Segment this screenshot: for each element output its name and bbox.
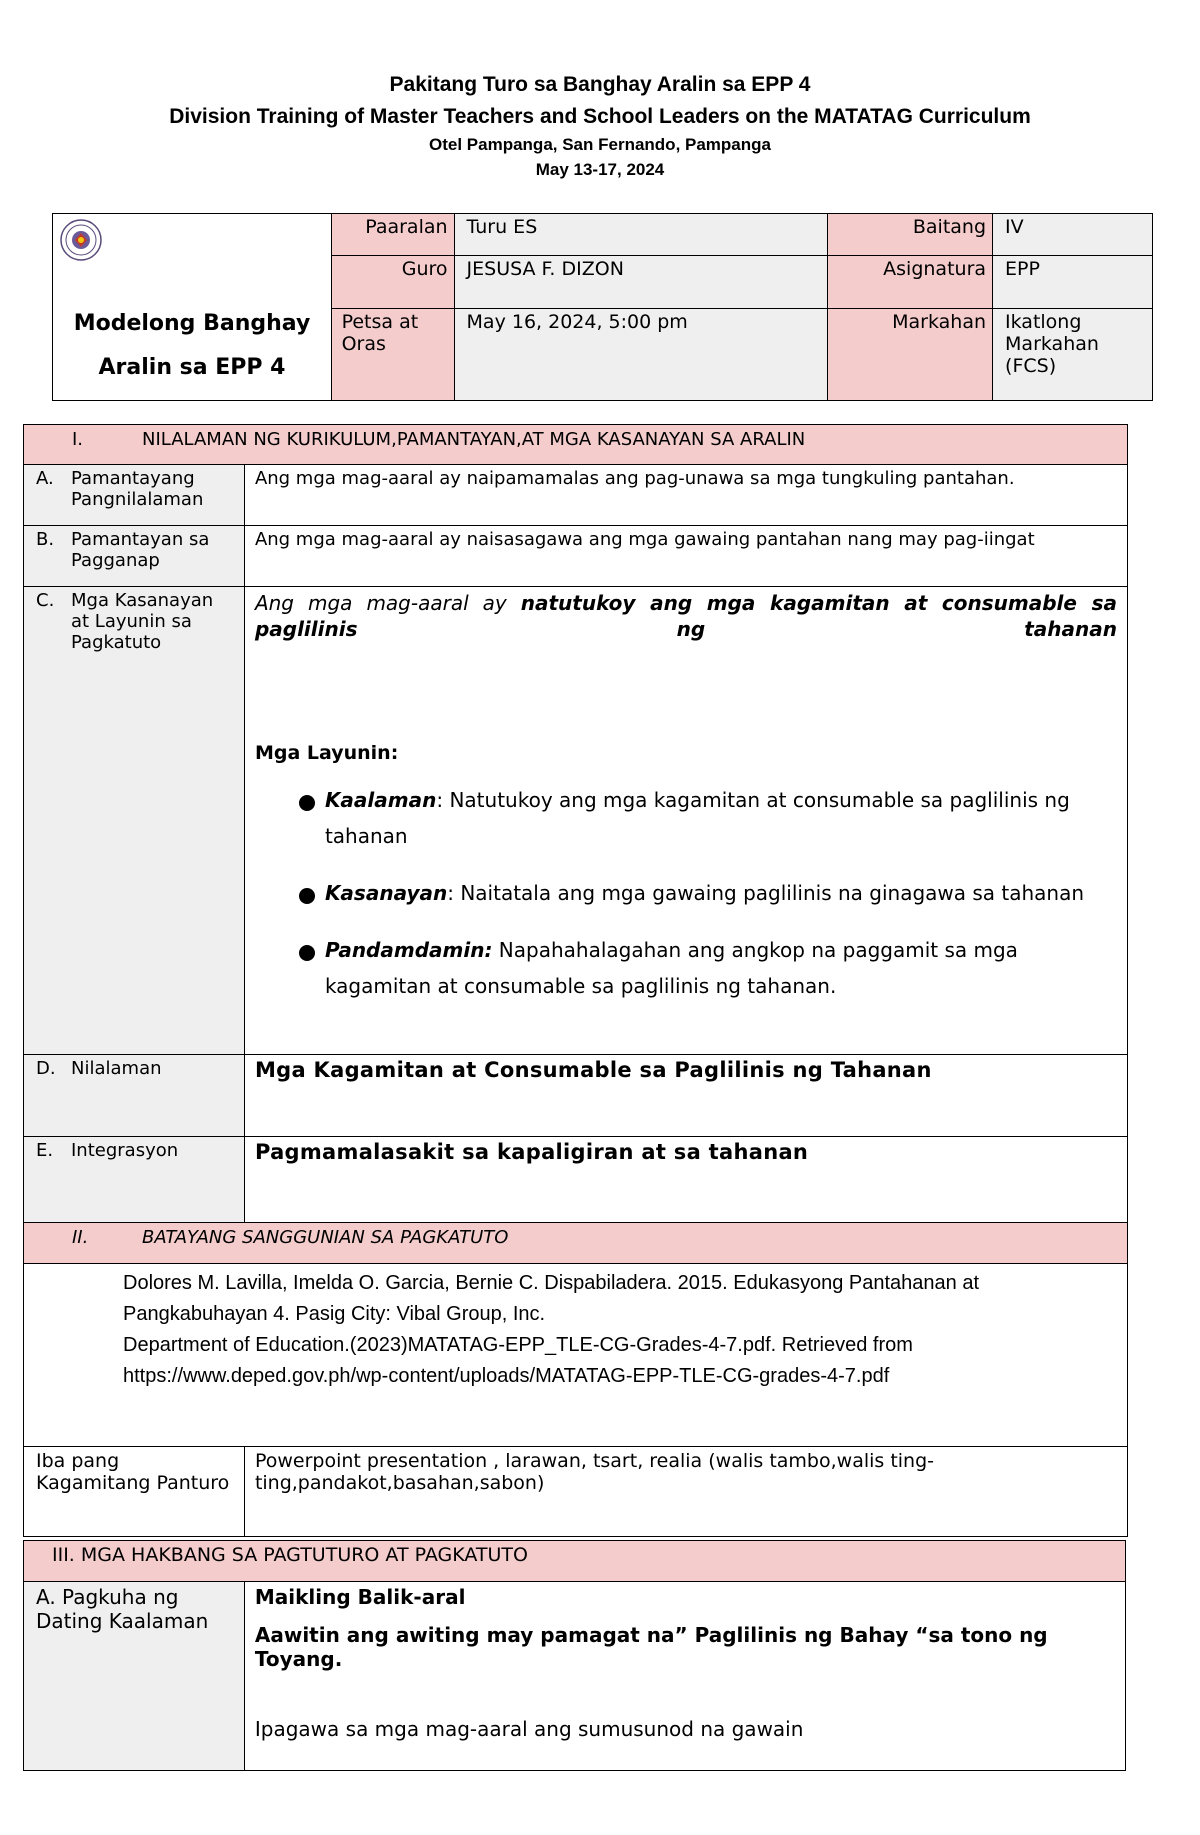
section-1-header [24,425,1128,465]
row-d-letter: D. [36,1058,56,1079]
objective-kasanayan-text: : Naitatala ang mga gawaing paglilinis na ginagawa sa tahanan [447,881,1085,905]
row-d-label [24,1055,245,1137]
reference-2: Department of Education.(2023)MATATAG-EPP_TLE-CG-Grades-4-7.pdf. Retrieved from https://www.deped.gov.ph/wp-content/uploads/MATATAG-EPP-TLE-CG-grades-4-7.pdf [123,1334,913,1387]
references [24,1264,1128,1447]
section-3-header: III. MGA HAKBANG SA PAGTUTURO AT PAGKATUTO [24,1541,1126,1582]
row-b-label [24,526,245,587]
row-e-label-text: Integrasyon [71,1140,179,1161]
section-1-number: I. [72,429,84,450]
petsa-label: Petsa at Oras [331,309,454,401]
row-c-bold-text: natutukoy ang mga kagamitan at consumable sa paglilinis ng tahanan [254,591,1117,641]
row-c-letter: C. [36,590,55,611]
row-d-text [244,1055,1127,1137]
row-c-intro [255,590,1117,642]
balik-aral-heading: Maikling Balik-aral [254,1585,466,1609]
baitang-value: IV [993,214,1153,256]
section-1-title: NILALAMAN NG KURIKULUM,PAMANTAYAN,AT MGA KASANAYAN SA ARALIN [142,429,806,450]
row-a-label-text: Pamantayang Pangnilalaman [71,468,204,510]
paaralan-value: Turu ES [454,214,828,256]
row-b-text: Ang mga mag-aaral ay naisasagawa ang mga gawaing pantahan nang may pag-iingat [244,526,1127,587]
header-date: May 13-17, 2024 [535,160,665,179]
reference-1: Dolores M. Lavilla, Imelda O. Garcia, Bernie C. Dispabiladera. 2015. Edukasyong Pantahanan at Pangkabuhayan 4. Pasig City: Vibal Group, Inc. [123,1272,980,1325]
task-instruction: Ipagawa sa mga mag-aaral ang sumusunod na gawain [254,1717,804,1741]
section-2-number: II. [72,1227,89,1248]
song-instruction: Aawitin ang awiting may pamagat na” Paglilinis ng Bahay “sa tono ng Toyang. [254,1623,1048,1671]
row-c-intro-text: Ang mga mag-aaral ay [254,591,507,615]
row-e-text [244,1137,1127,1223]
deped-seal-icon [59,218,103,262]
row-d-text-value: Mga Kagamitan at Consumable sa Paglilinis ng Tahanan [254,1058,932,1082]
petsa-value: May 16, 2024, 5:00 pm [454,309,828,401]
section-3-table [23,1540,1126,1771]
info-table [52,213,1153,401]
main-table [23,424,1128,1537]
guro-value: JESUSA F. DIZON [454,256,828,309]
row-d-label-text: Nilalaman [71,1058,162,1079]
row-c-label-text: Mga Kasanayan at Layunin sa Pagkatuto [71,590,214,653]
row-e-text-value: Pagmamalasakit sa kapaligiran at sa tahanan [254,1140,809,1164]
iba-label: Iba pang Kagamitang Panturo [24,1447,245,1537]
row-b-letter: B. [36,529,55,550]
markahan-value: Ikatlong Markahan (FCS) [993,309,1153,401]
section-2-header [24,1223,1128,1264]
header-venue: Otel Pampanga, San Fernando, Pampanga [429,135,771,154]
objective-kasanayan [255,875,1117,911]
row-3a-label: A. Pagkuha ng Dating Kaalaman [24,1582,245,1771]
row-a-text: Ang mga mag-aaral ay naipamamalas ang pag-unawa sa mga tungkuling pantahan. [244,465,1127,526]
objective-kaalaman-text: : Natutukoy ang mga kagamitan at consumable sa paglilinis ng tahanan [324,788,1070,848]
markahan-label: Markahan [828,309,993,401]
objective-pandamdamin-label: Pandamdamin: [324,938,493,962]
row-a-label [24,465,245,526]
objective-kasanayan-label: Kasanayan [324,881,448,905]
asignatura-label: Asignatura [828,256,993,309]
iba-text: Powerpoint presentation , larawan, tsart, realia (walis tambo,walis ting-ting,pandakot,basahan,sabon) [244,1447,1127,1537]
row-3a-content [244,1582,1125,1771]
objectives-list [255,782,1117,1004]
objective-kaalaman [255,782,1117,854]
row-a-letter: A. [36,468,54,489]
objective-kaalaman-label: Kaalaman [324,788,437,812]
row-b-label-text: Pamantayan sa Pagganap [71,529,210,571]
objective-pandamdamin [255,932,1117,1004]
row-e-label [24,1137,245,1223]
header-subtitle: Division Training of Master Teachers and School Leaders on the MATATAG Curriculum [169,105,1031,128]
header-title: Pakitang Turo sa Banghay Aralin sa EPP 4 [389,73,811,96]
guro-label: Guro [331,256,454,309]
logo-cell [53,214,332,401]
row-c-content [244,587,1127,1055]
asignatura-value: EPP [993,256,1153,309]
paaralan-label: Paaralan [331,214,454,256]
model-title [53,302,331,390]
model-title-line1: Modelong Banghay [73,311,311,336]
objective-pandamdamin-text: Napahahalagahan ang angkop na paggamit sa mga kagamitan at consumable sa paglilinis ng tahanan. [324,938,1018,998]
model-title-line2: Aralin sa EPP 4 [98,355,286,380]
row-c-label [24,587,245,1055]
baitang-label: Baitang [828,214,993,256]
section-2-title: BATAYANG SANGGUNIAN SA PAGKATUTO [142,1227,509,1248]
layunin-heading: Mga Layunin: [254,742,399,764]
row-e-letter: E. [36,1140,54,1161]
